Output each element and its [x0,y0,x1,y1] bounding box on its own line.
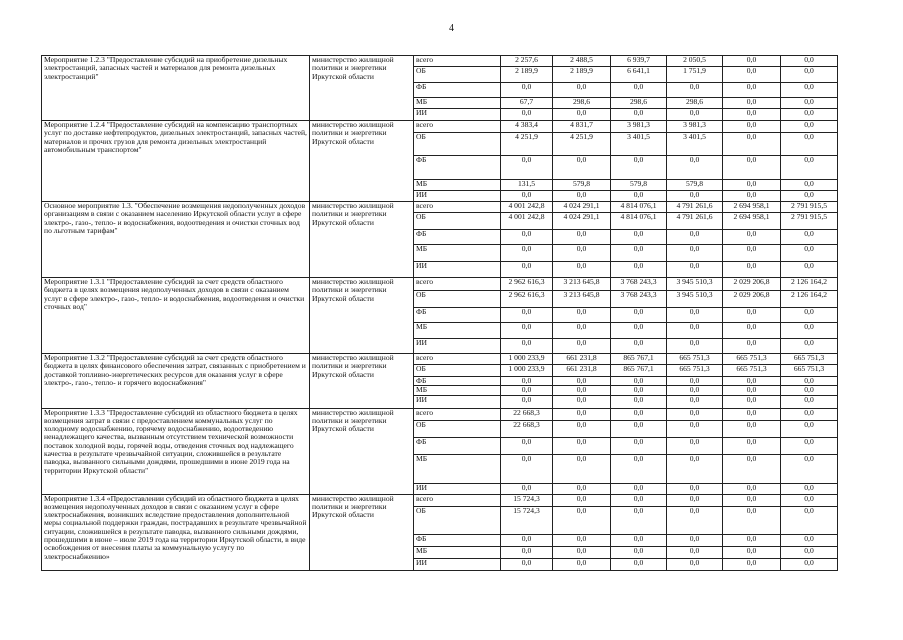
amount-cell: 0,0 [723,454,781,483]
amount-cell: 2 257,6 [501,56,553,67]
amount-cell: 298,6 [611,98,667,109]
amount-cell: 0,0 [553,454,611,483]
activity-description: Мероприятие 1.3.3 "Предоставление субсидий из областного бюджета в целях возмещения затрат в связи с предоставлением коммунальных услуг по холодному водоснабжению, горячему водоснабжению, водоотведению ненадлежащего качества, вызванным отсутствием технической возможности поставок холодной воды, горячей воды, отведения сточных вод надлежащего качества в результате чрезвычайной ситуации, сложившейся в результате паводка, вызванного сильными дождями, прошедшими в июне 2019 года на территории Иркутской области" [42,408,310,494]
amount-cell: 4 831,7 [553,121,611,133]
amount-cell: 6 641,1 [611,67,667,83]
amount-cell: 0,0 [611,262,667,278]
amount-cell: 0,0 [723,339,781,354]
amount-cell: 0,0 [501,262,553,278]
amount-cell: 3 945 510,3 [667,291,723,308]
amount-cell: 0,0 [553,534,611,546]
amount-cell: 2 029 206,8 [723,278,781,291]
funding-source: ИИ [414,109,501,121]
funding-source: ФБ [414,377,501,386]
funding-source: ИИ [414,262,501,278]
amount-cell: 0,0 [553,262,611,278]
amount-cell: 0,0 [501,454,553,483]
amount-cell: 0,0 [501,395,553,408]
amount-cell: 3 768 243,3 [611,278,667,291]
amount-cell: 2 962 616,3 [501,278,553,291]
amount-cell: 0,0 [781,83,838,98]
amount-cell: 0,0 [781,483,838,494]
executor-cell: министерство жилищной политики и энергетики Иркутской области [310,202,414,278]
amount-cell: 2 189,9 [553,67,611,83]
amount-cell: 0,0 [501,546,553,558]
amount-cell: 0,0 [611,339,667,354]
amount-cell: 1 751,9 [667,67,723,83]
amount-cell: 3 981,3 [667,121,723,133]
table-row [42,121,838,133]
amount-cell: 0,0 [667,109,723,121]
amount-cell: 0,0 [553,156,611,180]
amount-cell: 0,0 [723,230,781,245]
amount-cell: 0,0 [667,386,723,395]
amount-cell: 0,0 [553,395,611,408]
amount-cell: 0,0 [781,156,838,180]
amount-cell: 0,0 [667,437,723,454]
amount-cell: 0,0 [723,395,781,408]
amount-cell: 0,0 [723,420,781,437]
amount-cell: 0,0 [501,437,553,454]
amount-cell: 0,0 [667,558,723,570]
amount-cell: 0,0 [501,534,553,546]
amount-cell: 3 768 243,3 [611,291,667,308]
amount-cell: 4 814 076,1 [611,202,667,213]
amount-cell: 0,0 [611,408,667,420]
amount-cell: 665 751,3 [667,365,723,377]
amount-cell: 0,0 [553,109,611,121]
funding-source: ИИ [414,483,501,494]
amount-cell: 0,0 [667,506,723,534]
amount-cell: 0,0 [723,156,781,180]
amount-cell: 0,0 [553,506,611,534]
budget-table [41,55,838,571]
amount-cell: 0,0 [611,245,667,262]
table-row [42,202,838,213]
amount-cell: 0,0 [501,339,553,354]
amount-cell: 0,0 [723,245,781,262]
funding-source: ОБ [414,291,501,308]
funding-source: ОБ [414,420,501,437]
amount-cell: 0,0 [611,437,667,454]
amount-cell: 579,8 [667,180,723,191]
funding-source: всего [414,202,501,213]
amount-cell: 0,0 [667,83,723,98]
amount-cell: 661 231,8 [553,365,611,377]
amount-cell: 0,0 [611,230,667,245]
amount-cell: 0,0 [553,191,611,202]
amount-cell: 0,0 [781,395,838,408]
amount-cell: 2 050,5 [667,56,723,67]
amount-cell: 0,0 [553,339,611,354]
amount-cell: 0,0 [781,67,838,83]
amount-cell: 0,0 [611,483,667,494]
funding-source: всего [414,56,501,67]
amount-cell: 0,0 [781,437,838,454]
funding-source: МБ [414,454,501,483]
amount-cell: 0,0 [553,494,611,506]
amount-cell: 0,0 [667,534,723,546]
amount-cell: 0,0 [611,395,667,408]
amount-cell: 6 939,7 [611,56,667,67]
amount-cell: 0,0 [611,156,667,180]
amount-cell: 0,0 [611,546,667,558]
amount-cell: 0,0 [781,121,838,133]
amount-cell: 0,0 [723,133,781,156]
amount-cell: 2 189,9 [501,67,553,83]
amount-cell: 0,0 [611,191,667,202]
amount-cell: 0,0 [553,377,611,386]
amount-cell: 4 251,9 [501,133,553,156]
amount-cell: 0,0 [781,377,838,386]
table-row [42,408,838,420]
amount-cell: 0,0 [723,323,781,339]
amount-cell: 0,0 [667,494,723,506]
amount-cell: 0,0 [611,386,667,395]
funding-source: МБ [414,245,501,262]
activity-description: Мероприятие 1.3.1 "Предоставление субсидий за счет средств областного бюджета в целях возмещения недополученных доходов в связи с оказанием услуг в сфере электро-, газо-, тепло- и водоснабжения, водоотведения и очистки сточных вод" [42,278,310,354]
amount-cell: 0,0 [781,408,838,420]
amount-cell: 865 767,1 [611,354,667,365]
funding-source: МБ [414,323,501,339]
amount-cell: 0,0 [723,534,781,546]
amount-cell: 22 668,3 [501,420,553,437]
amount-cell: 4 024 291,1 [553,202,611,213]
amount-cell: 665 751,3 [781,354,838,365]
amount-cell: 0,0 [723,437,781,454]
funding-source: ОБ [414,365,501,377]
amount-cell: 0,0 [723,483,781,494]
amount-cell: 0,0 [611,506,667,534]
funding-source: ОБ [414,213,501,230]
table-row [42,56,838,67]
activity-description: Мероприятие 1.3.2 "Предоставление субсидий за счет средств областного бюджета в целях финансового обеспечения затрат, связанных с приобретением и доставкой топливно-энергетических ресурсов для оказания услуг в сфере электро-, газо-, тепло- и горячего водоснабжения" [42,354,310,409]
amount-cell: 0,0 [553,386,611,395]
amount-cell: 67,7 [501,98,553,109]
amount-cell: 0,0 [667,308,723,323]
amount-cell: 0,0 [723,109,781,121]
executor-cell: министерство жилищной политики и энергетики Иркутской области [310,278,414,354]
amount-cell: 0,0 [781,56,838,67]
amount-cell: 0,0 [667,156,723,180]
amount-cell: 3 213 645,8 [553,278,611,291]
amount-cell: 0,0 [501,483,553,494]
amount-cell: 2 694 958,1 [723,202,781,213]
amount-cell: 0,0 [723,56,781,67]
amount-cell: 0,0 [501,323,553,339]
amount-cell: 0,0 [723,262,781,278]
amount-cell: 3 213 645,8 [553,291,611,308]
amount-cell: 22 668,3 [501,408,553,420]
funding-source: всего [414,494,501,506]
amount-cell: 0,0 [553,408,611,420]
amount-cell: 2 126 164,2 [781,278,838,291]
funding-source: МБ [414,180,501,191]
funding-source: всего [414,408,501,420]
amount-cell: 0,0 [553,308,611,323]
funding-source: ИИ [414,191,501,202]
amount-cell: 1 000 233,9 [501,354,553,365]
amount-cell: 0,0 [781,191,838,202]
funding-source: ОБ [414,133,501,156]
funding-source: всего [414,121,501,133]
amount-cell: 0,0 [781,262,838,278]
amount-cell: 0,0 [723,558,781,570]
amount-cell: 131,5 [501,180,553,191]
amount-cell: 0,0 [501,156,553,180]
amount-cell: 665 751,3 [781,365,838,377]
amount-cell: 0,0 [781,308,838,323]
amount-cell: 2 126 164,2 [781,291,838,308]
amount-cell: 0,0 [781,494,838,506]
amount-cell: 665 751,3 [667,354,723,365]
amount-cell: 2 791 915,5 [781,213,838,230]
amount-cell: 0,0 [723,308,781,323]
amount-cell: 0,0 [553,546,611,558]
amount-cell: 298,6 [553,98,611,109]
amount-cell: 0,0 [781,546,838,558]
table-row [42,278,838,291]
amount-cell: 0,0 [611,83,667,98]
amount-cell: 0,0 [611,308,667,323]
executor-cell: министерство жилищной политики и энергетики Иркутской области [310,121,414,202]
amount-cell: 0,0 [781,506,838,534]
amount-cell: 3 401,5 [667,133,723,156]
amount-cell: 661 231,8 [553,354,611,365]
executor-cell: министерство жилищной политики и энергетики Иркутской области [310,354,414,409]
amount-cell: 0,0 [501,230,553,245]
amount-cell: 0,0 [667,483,723,494]
funding-source: ФБ [414,534,501,546]
amount-cell: 0,0 [781,230,838,245]
table-row [42,354,838,365]
amount-cell: 0,0 [611,454,667,483]
amount-cell: 0,0 [553,437,611,454]
amount-cell: 0,0 [667,408,723,420]
amount-cell: 579,8 [553,180,611,191]
funding-source: ИИ [414,558,501,570]
amount-cell: 0,0 [667,377,723,386]
activity-description: Мероприятие 1.3.4 «Предоставлении субсидий из областного бюджета в целях возмещения недополученных доходов в связи с оказанием услуг в сфере электроснабжения, возникших вследствие предоставления дополнительной меры социальной поддержки граждан, пострадавших в результате чрезвычайной ситуации, сложившейся в результате паводка, вызванного сильными дождями, прошедшими в июне – июле 2019 года на территории Иркутской области, в виде освобождения от внесения платы за коммунальную услугу по электроснабжению» [42,494,310,570]
amount-cell: 0,0 [611,377,667,386]
amount-cell: 0,0 [723,67,781,83]
amount-cell: 1 000 233,9 [501,365,553,377]
amount-cell: 0,0 [611,323,667,339]
amount-cell: 0,0 [667,546,723,558]
amount-cell: 2 488,5 [553,56,611,67]
amount-cell: 4 814 076,1 [611,213,667,230]
funding-source: всего [414,354,501,365]
amount-cell: 0,0 [781,534,838,546]
funding-source: ФБ [414,156,501,180]
amount-cell: 4 791 261,6 [667,213,723,230]
amount-cell: 0,0 [553,230,611,245]
amount-cell: 0,0 [723,98,781,109]
amount-cell: 298,6 [667,98,723,109]
amount-cell: 0,0 [501,83,553,98]
amount-cell: 0,0 [611,534,667,546]
executor-cell: министерство жилищной политики и энергетики Иркутской области [310,56,414,121]
amount-cell: 0,0 [667,230,723,245]
amount-cell: 0,0 [781,420,838,437]
amount-cell: 0,0 [723,494,781,506]
amount-cell: 0,0 [667,395,723,408]
funding-source: МБ [414,98,501,109]
amount-cell: 0,0 [553,83,611,98]
funding-source: ФБ [414,308,501,323]
amount-cell: 4 791 261,6 [667,202,723,213]
amount-cell: 4 383,4 [501,121,553,133]
funding-source: ФБ [414,437,501,454]
amount-cell: 0,0 [723,180,781,191]
amount-cell: 0,0 [781,180,838,191]
amount-cell: 0,0 [667,191,723,202]
amount-cell: 0,0 [553,483,611,494]
amount-cell: 15 724,3 [501,506,553,534]
amount-cell: 0,0 [723,83,781,98]
page-number: 4 [449,23,454,34]
amount-cell: 0,0 [553,420,611,437]
amount-cell: 2 962 616,3 [501,291,553,308]
amount-cell: 15 724,3 [501,494,553,506]
amount-cell: 0,0 [501,109,553,121]
amount-cell: 0,0 [667,454,723,483]
amount-cell: 0,0 [723,506,781,534]
amount-cell: 2 791 915,5 [781,202,838,213]
amount-cell: 0,0 [553,245,611,262]
funding-source: ИИ [414,339,501,354]
amount-cell: 4 024 291,1 [553,213,611,230]
executor-cell: министерство жилищной политики и энергетики Иркутской области [310,494,414,570]
amount-cell: 0,0 [723,191,781,202]
amount-cell: 865 767,1 [611,365,667,377]
amount-cell: 2 029 206,8 [723,291,781,308]
amount-cell: 2 694 958,1 [723,213,781,230]
funding-source: ОБ [414,67,501,83]
amount-cell: 0,0 [781,245,838,262]
amount-cell: 4 001 242,8 [501,213,553,230]
amount-cell: 0,0 [501,308,553,323]
amount-cell: 0,0 [781,98,838,109]
executor-cell: министерство жилищной политики и энергетики Иркутской области [310,408,414,494]
amount-cell: 0,0 [611,558,667,570]
amount-cell: 0,0 [611,494,667,506]
amount-cell: 0,0 [723,377,781,386]
amount-cell: 0,0 [781,109,838,121]
funding-source: ИИ [414,395,501,408]
amount-cell: 0,0 [667,339,723,354]
amount-cell: 0,0 [501,558,553,570]
amount-cell: 0,0 [781,339,838,354]
table-row [42,494,838,506]
amount-cell: 0,0 [723,546,781,558]
activity-description: Мероприятие 1.2.3 "Предоставление субсидий на приобретение дизельных электростанций, запасных частей и материалов для ремонта дизельных электростанций" [42,56,310,121]
amount-cell: 0,0 [667,420,723,437]
amount-cell: 665 751,3 [723,354,781,365]
funding-source: ОБ [414,506,501,534]
amount-cell: 0,0 [781,386,838,395]
amount-cell: 0,0 [501,245,553,262]
amount-cell: 0,0 [667,262,723,278]
amount-cell: 0,0 [723,408,781,420]
amount-cell: 0,0 [501,191,553,202]
activity-description: Основное мероприятие 1.3. "Обеспечение возмещения недополученных доходов организациям в связи с оказанием населению Иркутской области услуг в сфере электро-, газо-, тепло- и водоснабжения, водоотведения и очистки сточных вод по льготным тарифам" [42,202,310,278]
amount-cell: 4 001 242,8 [501,202,553,213]
amount-cell: 0,0 [667,323,723,339]
activity-description: Мероприятие 1.2.4 "Предоставление субсидий на компенсацию транспортных услуг по доставке нефтепродуктов, дизельных электростанций, запасных частей, материалов и прочих грузов для ремонта дизельных электростанций автомобильным транспортом" [42,121,310,202]
funding-source: ФБ [414,83,501,98]
amount-cell: 0,0 [501,377,553,386]
amount-cell: 0,0 [781,323,838,339]
amount-cell: 0,0 [781,454,838,483]
funding-source: МБ [414,546,501,558]
amount-cell: 0,0 [611,420,667,437]
amount-cell: 0,0 [781,133,838,156]
amount-cell: 0,0 [723,386,781,395]
amount-cell: 0,0 [501,386,553,395]
amount-cell: 3 401,5 [611,133,667,156]
funding-source: МБ [414,386,501,395]
amount-cell: 4 251,9 [553,133,611,156]
amount-cell: 579,8 [611,180,667,191]
amount-cell: 3 981,3 [611,121,667,133]
amount-cell: 0,0 [781,558,838,570]
amount-cell: 3 945 510,3 [667,278,723,291]
amount-cell: 0,0 [667,245,723,262]
funding-source: ФБ [414,230,501,245]
amount-cell: 0,0 [611,109,667,121]
amount-cell: 0,0 [553,558,611,570]
funding-source: всего [414,278,501,291]
amount-cell: 665 751,3 [723,365,781,377]
amount-cell: 0,0 [723,121,781,133]
amount-cell: 0,0 [553,323,611,339]
